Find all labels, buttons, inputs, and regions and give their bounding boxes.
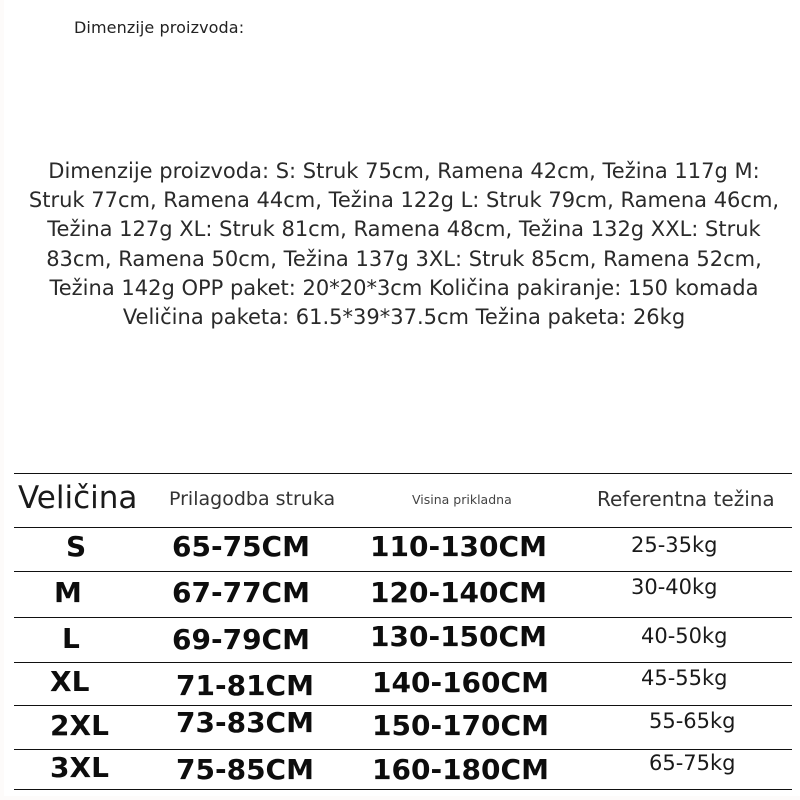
height-cell: 130-150CM <box>370 620 547 653</box>
table-header-row <box>14 473 792 527</box>
waist-cell: 71-81CM <box>176 669 314 702</box>
height-cell: 140-160CM <box>372 666 549 699</box>
size-cell: XL <box>50 665 90 698</box>
waist-cell: 75-85CM <box>176 753 314 786</box>
weight-cell: 30-40kg <box>631 575 718 599</box>
waist-cell: 69-79CM <box>172 623 310 656</box>
weight-cell: 40-50kg <box>641 624 728 648</box>
waist-cell: 65-75CM <box>172 530 310 563</box>
height-cell: 160-180CM <box>372 753 549 786</box>
weight-cell: 65-75kg <box>649 751 736 775</box>
header-reference-weight: Referentna težina <box>597 487 775 511</box>
section-heading: Dimenzije proizvoda: <box>74 18 245 37</box>
weight-cell: 25-35kg <box>631 533 718 557</box>
height-cell: 110-130CM <box>370 530 547 563</box>
product-info-page <box>4 0 800 796</box>
table-row <box>14 705 792 749</box>
table-row <box>14 571 792 617</box>
size-cell: S <box>66 530 87 563</box>
waist-cell: 73-83CM <box>176 706 314 739</box>
header-size: Veličina <box>18 480 138 516</box>
weight-cell: 45-55kg <box>641 666 728 690</box>
table-row <box>14 617 792 662</box>
table-row <box>14 749 792 790</box>
size-cell: 2XL <box>50 709 109 742</box>
table-row <box>14 527 792 571</box>
size-cell: 3XL <box>50 751 109 784</box>
product-dimensions-description: Dimenzije proizvoda: S: Struk 75cm, Ramena 42cm, Težina 117g M: Struk 77cm, Ramena 44cm, Težina 122g L: Struk 79cm, Ramena 46cm, Težina 127g XL: Struk 81cm, Ramena 48cm, Težina 132g XXL: Struk 83cm, Ramena 50cm, Težina 137g 3XL: Struk 85cm, Ramena 52cm, Težina 142g OPP paket: 20*20*3cm Količina pakiranje: 150 komada Veličina paketa: 61.5*39*37.5cm Težina paketa: 26kg <box>28 159 780 330</box>
size-chart-table <box>14 473 792 790</box>
waist-cell: 67-77CM <box>172 576 310 609</box>
header-suitable-height: Visina prikladna <box>412 492 512 507</box>
size-cell: L <box>62 622 80 655</box>
height-cell: 120-140CM <box>370 576 547 609</box>
weight-cell: 55-65kg <box>649 709 736 733</box>
height-cell: 150-170CM <box>372 709 549 742</box>
size-cell: M <box>54 576 82 609</box>
table-row <box>14 662 792 705</box>
header-waist-adjustment: Prilagodba struka <box>169 488 336 510</box>
